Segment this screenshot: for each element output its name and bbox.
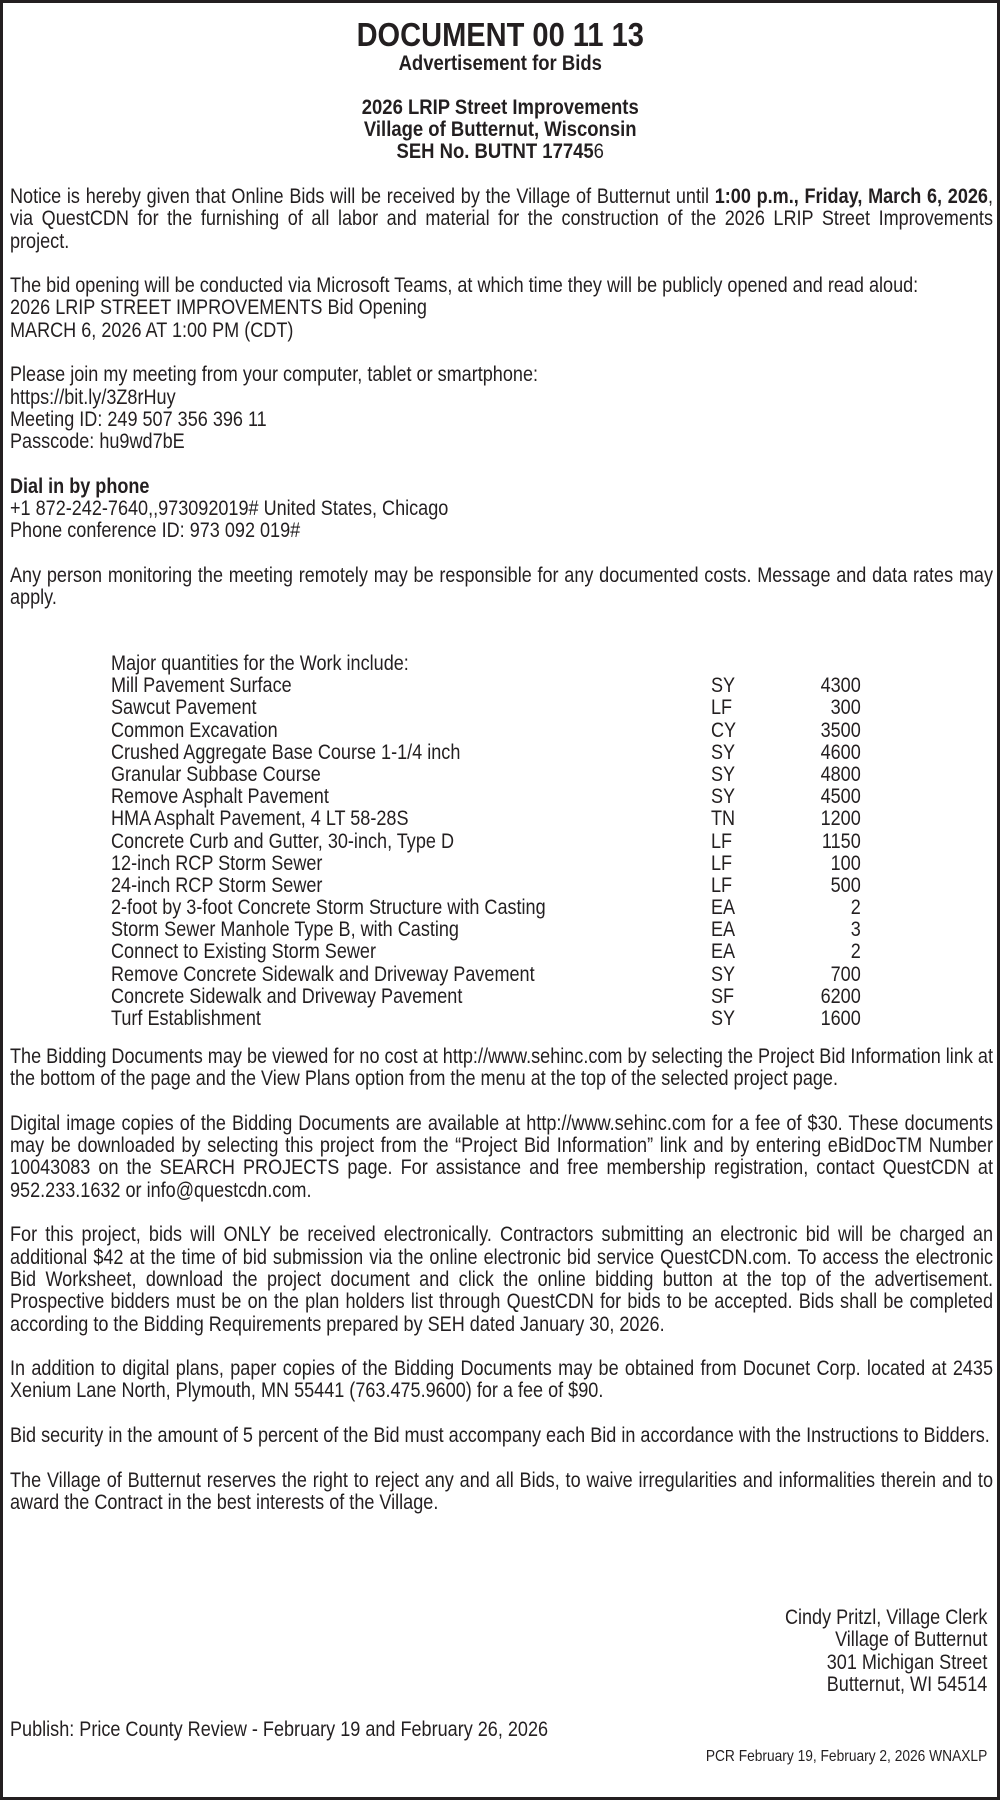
quantity-row [111,986,871,1008]
meeting-passcode: Passcode: hu9wd7bE [10,430,185,454]
quantity-row [111,697,871,719]
quantity-unit: SY [710,1007,736,1030]
document-subtitle: Advertisement for Bids [398,52,602,75]
quantity-description: Remove Concrete Sidewalk and Driveway Pavement [111,962,535,986]
signer-city: Butternut, WI 54514 [826,1672,987,1696]
quantity-row [111,964,871,986]
viewing-paragraph: The Bidding Documents may be viewed for no cost at http://www.sehinc.com by selecting the Project Bid Information link at the bottom of the page and the View Plans option from the menu at the top of the selected project page. [10,1045,993,1091]
quantity-description: Concrete Curb and Gutter, 30-inch, Type D [111,829,454,853]
quantity-unit: CY [710,718,737,742]
quantity-unit: SY [710,740,736,764]
bid-opening-title: 2026 LRIP STREET IMPROVEMENTS Bid Opening [10,296,427,320]
quantity-description: Common Excavation [111,718,278,742]
signature-block [752,1607,987,1696]
quantity-description: Crushed Aggregate Base Course 1-1/4 inch [111,740,461,764]
document-number: DOCUMENT 00 11 13 [356,16,644,53]
document-body [10,186,993,632]
notice-paragraph [10,186,993,253]
quantity-value: 4500 [820,785,861,809]
quantity-value: 1600 [820,1007,861,1030]
quantity-unit: EA [710,940,736,964]
dial-in-heading: Dial in by phone [10,474,150,498]
quantity-value: 4800 [820,762,861,786]
quantity-unit: EA [710,918,736,942]
quantity-row [111,897,871,919]
meeting-id: Meeting ID: 249 507 356 396 11 [10,407,267,431]
document-header [3,17,997,163]
quantity-description: Mill Pavement Surface [111,674,292,698]
quantity-value: 6200 [820,984,861,1008]
quantity-value: 1200 [820,807,861,831]
seh-number-prefix: SEH No. BUTNT 17745 [396,140,594,163]
digital-copies-paragraph: Digital image copies of the Bidding Documents are available at http://www.sehinc.com for a fee of $30. These documents may be downloaded by selecting this project from the “Project Bid Information” link and by entering eBidDocTM Number 10043083 on the SEARCH PROJECTS page. For assistance and free membership registration, contact QuestCDN at 952.233.1632 or info@questcdn.com. [10,1111,993,1202]
quantity-description: 2-foot by 3-foot Concrete Storm Structure with Casting [111,896,546,920]
notice-text: Notice is hereby given that Online Bids will be received by the Village of Butternut until [10,185,715,208]
notice-text-end: , via QuestCDN for the furnishing of all labor and material for the construction of the 2026 LRIP Street Improvements project. [10,185,993,253]
quantity-row [111,720,871,742]
quantity-value: 700 [830,962,861,986]
quantity-description: Granular Subbase Course [111,762,321,786]
quantity-unit: TN [710,807,736,831]
quantities-intro: Major quantities for the Work include: [111,652,409,675]
reservation-paragraph: The Village of Butternut reserves the right to reject any and all Bids, to waive irregularities and informalities therein and to award the Contract in the best interests of the Village. [10,1468,993,1514]
quantity-unit: SY [710,674,736,698]
quantity-value: 4600 [820,740,861,764]
quantity-row [111,675,871,697]
quantity-unit: LF [710,873,733,897]
quantity-value: 3500 [820,718,861,742]
quantity-row [111,742,871,764]
quantity-row [111,831,871,853]
quantity-row [111,875,871,897]
quantity-row [111,853,871,875]
quantity-unit: SY [710,785,736,809]
quantity-description: Concrete Sidewalk and Driveway Pavement [111,984,463,1008]
quantity-description: Storm Sewer Manhole Type B, with Casting [111,918,459,942]
quantity-description: Connect to Existing Storm Sewer [111,940,377,964]
meeting-link[interactable]: https://bit.ly/3Z8rHuy [10,385,176,409]
seh-number-suffix: 6 [593,140,604,163]
paper-copies-paragraph: In addition to digital plans, paper copies of the Bidding Documents may be obtained from Docunet Corp. located at 2435 Xenium Lane North, Plymouth, MN 55441 (763.475.9600) for a fee of $90. [10,1357,993,1403]
quantity-row [111,1008,871,1030]
quantity-value: 4300 [820,674,861,698]
quantity-unit: SY [710,962,736,986]
footer-code: PCR February 19, February 2, 2026 WNAXLP [705,1748,987,1765]
signer-street: 301 Michigan Street [826,1650,987,1674]
quantity-unit: LF [710,829,733,853]
bid-opening-paragraph [10,275,993,342]
bid-opening-intro: The bid opening will be conducted via Microsoft Teams, at which time they will be publicly opened and read aloud: [10,274,919,298]
quantity-unit: SF [710,984,735,1008]
quantity-row [111,764,871,786]
quantity-value: 3 [850,918,861,942]
quantity-value: 500 [830,873,861,897]
seh-number [356,141,643,163]
quantity-row [111,808,871,830]
bid-opening-time: MARCH 6, 2026 AT 1:00 PM (CDT) [10,318,294,342]
quantity-unit: EA [710,896,736,920]
quantity-description: Sawcut Pavement [111,696,257,720]
quantity-description: Remove Asphalt Pavement [111,785,329,809]
project-name: 2026 LRIP Street Improvements [361,96,639,119]
quantity-description: 12-inch RCP Storm Sewer [111,851,323,875]
quantity-description: Turf Establishment [111,1007,261,1030]
quantity-value: 1150 [821,829,861,853]
quantity-value: 2 [850,896,861,920]
quantity-unit: LF [710,696,733,720]
electronic-bids-paragraph: For this project, bids will ONLY be received electronically. Contractors submitting an electronic bid will be charged an additional $42 at the time of bid submission via the online electronic bid service QuestCDN.com. To access the electronic Bid Worksheet, download the project document and click the online bidding button at the top of the advertisement. Prospective bidders must be on the plan holders list through QuestCDN for bids to be accepted. Bids shall be completed according to the Bidding Requirements prepared by SEH dated January 30, 2026. [10,1223,993,1336]
signer-name-title: Cindy Pritzl, Village Clerk [784,1606,987,1629]
quantity-unit: SY [710,762,736,786]
signer-organization: Village of Butternut [834,1628,987,1652]
quantity-value: 2 [850,940,861,964]
quantity-row [111,786,871,808]
meeting-join-text: Please join my meeting from your computer, tablet or smartphone: [10,363,538,387]
quantity-description: 24-inch RCP Storm Sewer [111,873,323,897]
publish-line: Publish: Price County Review - February 19 and February 26, 2026 [10,1718,549,1741]
document-body-continued [10,1046,993,1537]
quantity-description: HMA Asphalt Pavement, 4 LT 58-28S [111,807,409,831]
bid-security-paragraph: Bid security in the amount of 5 percent of the Bid must accompany each Bid in accordance with the Instructions to Bidders. [10,1424,990,1448]
dial-in-number: +1 872-242-7640,,973092019# United States, Chicago [10,497,449,521]
quantities-table [111,653,871,1030]
project-owner: Village of Butternut, Wisconsin [363,118,637,141]
quantity-row [111,941,871,963]
dial-in-conference-id: Phone conference ID: 973 092 019# [10,519,301,543]
quantity-row [111,919,871,941]
meeting-info [10,364,993,453]
quantity-unit: LF [710,851,733,875]
quantity-value: 100 [830,851,861,875]
bid-deadline: 1:00 p.m., Friday, March 6, 2026 [714,185,988,208]
remote-notice: Any person monitoring the meeting remotely may be responsible for any documented costs. Message and data rates may apply. [10,564,993,610]
dial-in-info [10,476,993,543]
quantity-value: 300 [830,696,861,720]
